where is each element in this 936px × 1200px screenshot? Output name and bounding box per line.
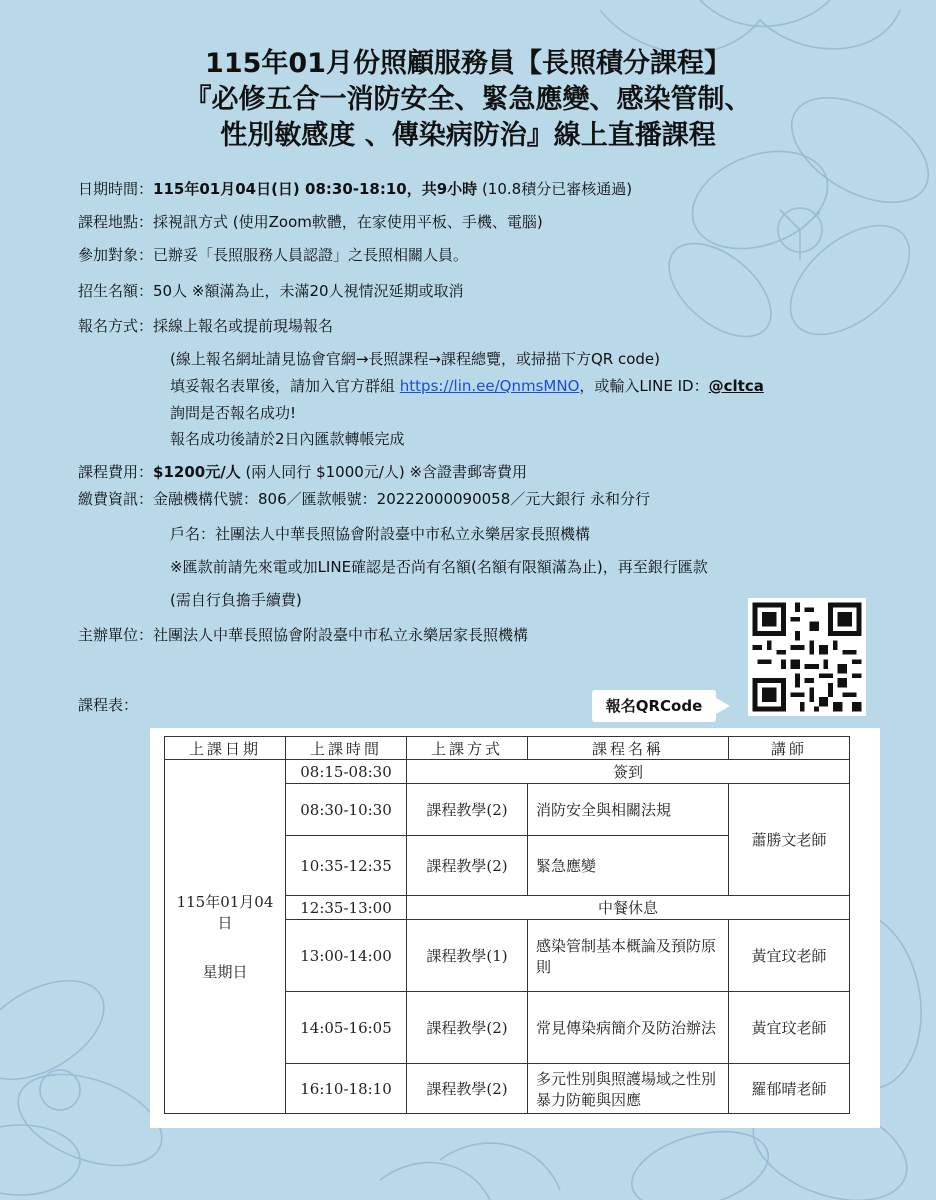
course-cell: 常見傳染病簡介及防治辦法 bbox=[528, 992, 729, 1064]
mode-cell: 課程教學(2) bbox=[407, 1064, 528, 1114]
mode-cell: 課程教學(1) bbox=[407, 920, 528, 992]
quota-label: 招生名額： bbox=[78, 282, 154, 300]
pay-detail-1: 戶名：社團法人中華長照協會附設臺中市私立永樂居家長照機構 bbox=[170, 525, 591, 543]
table-header-row bbox=[165, 737, 850, 760]
time-cell: 14:05-16:05 bbox=[286, 992, 407, 1064]
quota-value: 50人 ※額滿為止，未滿20人視情況延期或取消 bbox=[153, 282, 464, 300]
quota-row bbox=[78, 281, 464, 301]
pay-detail-2: ※匯款前請先來電或加LINE確認是否尚有名額(名額有限額滿為止)，再至銀行匯款 bbox=[170, 558, 708, 576]
pay-detail-3: (需自行負擔手續費) bbox=[170, 591, 302, 609]
header-teacher: 講師 bbox=[729, 737, 850, 760]
signup-detail-2a: 填妥報名表單後，請加入官方群組 bbox=[170, 377, 400, 395]
signup-detail-4: 報名成功後請於2日內匯款轉帳完成 bbox=[170, 430, 405, 448]
time-cell: 08:15-08:30 bbox=[286, 760, 407, 784]
date-label: 日期時間： bbox=[78, 180, 154, 198]
fee-row bbox=[78, 462, 527, 482]
time-cell: 08:30-10:30 bbox=[286, 784, 407, 836]
date-note: (10.8積分已審核通過) bbox=[477, 180, 633, 198]
mode-cell: 課程教學(2) bbox=[407, 784, 528, 836]
fee-label: 課程費用： bbox=[78, 463, 154, 481]
title-line-1: 115年01月份照顧服務員【長照積分課程】 bbox=[205, 48, 731, 79]
title-line-2: 『必修五合一消防安全、緊急應變、感染管制、 bbox=[184, 84, 752, 115]
schedule-table-box bbox=[150, 728, 880, 1128]
host-row bbox=[78, 625, 528, 645]
host-label: 主辦單位： bbox=[78, 626, 154, 644]
merged-cell: 中餐休息 bbox=[407, 896, 850, 920]
fee-note: (兩人同行 $1000元/人) ※含證書郵寄費用 bbox=[240, 463, 528, 481]
table-row bbox=[165, 760, 850, 784]
signup-label: 報名方式： bbox=[78, 317, 154, 335]
header-time: 上課時間 bbox=[286, 737, 407, 760]
target-label: 參加對象： bbox=[78, 246, 154, 264]
title-line-3: 性別敏感度 、傳染病防治』線上直播課程 bbox=[220, 120, 716, 151]
signup-detail-2 bbox=[170, 376, 764, 396]
host-value: 社團法人中華長照協會附設臺中市私立永樂居家長照機構 bbox=[153, 626, 529, 644]
course-cell: 感染管制基本概論及預防原則 bbox=[528, 920, 729, 992]
signup-detail-3: 詢問是否報名成功! bbox=[170, 404, 297, 422]
date-cell-date: 115年01月04日 bbox=[176, 893, 274, 932]
schedule-table bbox=[164, 736, 850, 1114]
pay-value: 金融機構代號：806／匯款帳號：20222000090058／元大銀行 永和分行 bbox=[153, 490, 651, 508]
line-id: @cltca bbox=[708, 377, 764, 395]
target-row bbox=[78, 245, 468, 265]
teacher-cell: 蕭勝文老師 bbox=[729, 784, 850, 896]
signup-row bbox=[78, 316, 333, 336]
date-cell-weekday: 星期日 bbox=[202, 963, 248, 981]
place-row bbox=[78, 212, 543, 232]
course-cell: 緊急應變 bbox=[528, 836, 729, 896]
teacher-cell: 羅郁晴老師 bbox=[729, 1064, 850, 1114]
line-group-link[interactable]: https://lin.ee/QnmsMNO bbox=[399, 377, 580, 395]
time-cell: 16:10-18:10 bbox=[286, 1064, 407, 1114]
date-row bbox=[78, 179, 632, 199]
time-cell: 10:35-12:35 bbox=[286, 836, 407, 896]
time-cell: 13:00-14:00 bbox=[286, 920, 407, 992]
fee-value: $1200元/人 bbox=[153, 463, 241, 481]
target-value: 已辦妥「長照服務人員認證」之長照相關人員。 bbox=[153, 246, 469, 264]
pay-row bbox=[78, 489, 650, 509]
schedule-label: 課程表： bbox=[78, 696, 139, 714]
mode-cell: 課程教學(2) bbox=[407, 836, 528, 896]
signup-detail-2b: ，或輸入LINE ID： bbox=[579, 377, 709, 395]
date-value: 115年01月04日(日) 08:30-18:10，共9小時 bbox=[153, 180, 478, 198]
pay-label: 繳費資訊： bbox=[78, 490, 154, 508]
signup-value: 採線上報名或提前現場報名 bbox=[153, 317, 334, 335]
mode-cell: 課程教學(2) bbox=[407, 992, 528, 1064]
header-date: 上課日期 bbox=[165, 737, 286, 760]
teacher-cell: 黃宜玟老師 bbox=[729, 992, 850, 1064]
header-course: 課程名稱 bbox=[528, 737, 729, 760]
date-cell bbox=[165, 760, 286, 1114]
signup-detail-1: (線上報名網址請見協會官網→長照課程→課程總覽，或掃描下方QR code) bbox=[170, 350, 661, 368]
place-value: 採視訊方式 (使用Zoom軟體，在家使用平板、手機、電腦) bbox=[153, 213, 543, 231]
course-cell: 消防安全與相關法規 bbox=[528, 784, 729, 836]
time-cell: 12:35-13:00 bbox=[286, 896, 407, 920]
place-label: 課程地點： bbox=[78, 213, 154, 231]
merged-cell: 簽到 bbox=[407, 760, 850, 784]
course-cell: 多元性別與照護場域之性別暴力防範與因應 bbox=[528, 1064, 729, 1114]
qr-label-bubble: 報名QRCode bbox=[592, 690, 716, 722]
header-mode: 上課方式 bbox=[407, 737, 528, 760]
teacher-cell: 黃宜玟老師 bbox=[729, 920, 850, 992]
qr-code[interactable] bbox=[748, 598, 866, 716]
